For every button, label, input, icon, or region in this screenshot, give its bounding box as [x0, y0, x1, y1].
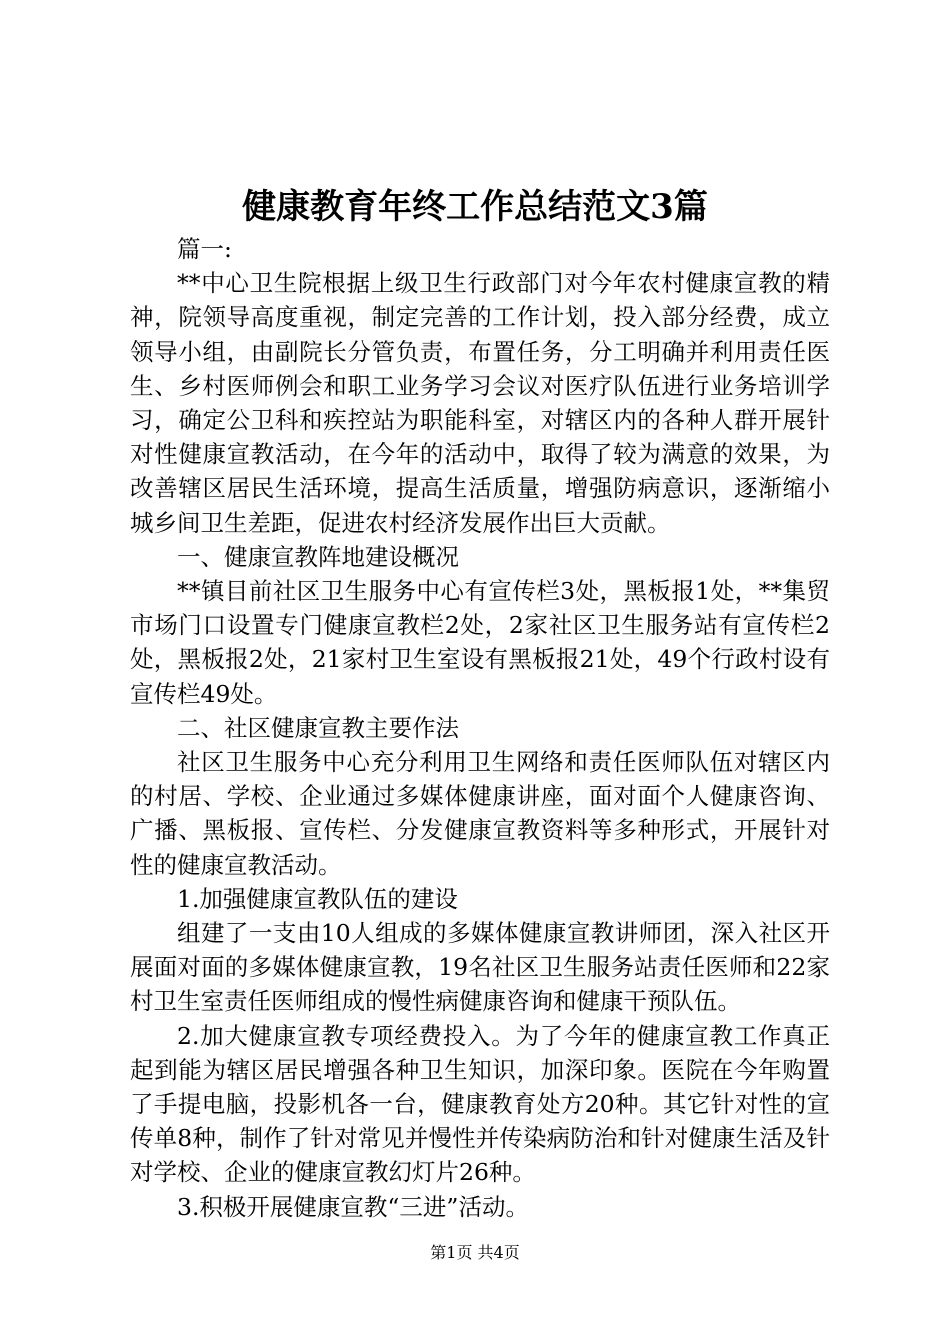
body-paragraph: 社区卫生服务中心充分利用卫生网络和责任医师队伍对辖区内的村居、学校、企业通过多媒体健康讲座，面对面个人健康咨询、广播、黑板报、宣传栏、分发健康宣教资料等多种形式，开展针对性的健康宣教活动。 [130, 748, 830, 879]
subsection-paragraph-2: 2.加大健康宣教专项经费投入。为了今年的健康宣教工作真正起到能为辖区居民增强各种卫生知识，加深印象。医院在今年购置了手提电脑，投影机各一台，健康教育处方20种。其它针对性的宣传单8种，制作了针对常见并慢性并传染病防治和针对健康生活及针对学校、企业的健康宣教幻灯片26种。 [130, 1021, 830, 1187]
subsection-heading-1: 1.加强健康宣教队伍的建设 [177, 884, 458, 913]
section-heading-2: 二、社区健康宣教主要作法 [177, 713, 459, 742]
body-paragraph: 组建了一支由10人组成的多媒体健康宣教讲师团，深入社区开展面对面的多媒体健康宣教，19名社区卫生服务站责任医师和22家村卫生室责任医师组成的慢性病健康咨询和健康干预队伍。 [130, 919, 830, 1016]
body-paragraph: **镇目前社区卫生服务中心有宣传栏3处，黑板报1处，**集贸市场门口设置专门健康宣教栏2处，2家社区卫生服务站有宣传栏2处，黑板报2处，21家村卫生室设有黑板报21处，49个行政村设有宣传栏49处。 [130, 577, 830, 708]
section-heading-part-one: 篇一: [177, 235, 232, 263]
document-title: 健康教育年终工作总结范文3篇 [242, 187, 708, 227]
subsection-heading-3: 3.积极开展健康宣教“三进”活动。 [177, 1192, 529, 1221]
page-number-footer: 第1页 共4页 [430, 1243, 520, 1262]
section-heading-1: 一、健康宣教阵地建设概况 [177, 542, 459, 571]
document-body [130, 232, 830, 1224]
intro-paragraph: **中心卫生院根据上级卫生行政部门对今年农村健康宣教的精神，院领导高度重视，制定完善的工作计划，投入部分经费，成立领导小组，由副院长分管负责，布置任务，分工明确并利用责任医生、乡村医师例会和职工业务学习会议对医疗队伍进行业务培训学习，确定公卫科和疾控站为职能科室，对辖区内的各种人群开展针对性健康宣教活动，在今年的活动中，取得了较为满意的效果，为改善辖区居民生活环境，提高生活质量，增强防病意识，逐渐缩小城乡间卫生差距，促进农村经济发展作出巨大贡献。 [130, 269, 830, 537]
